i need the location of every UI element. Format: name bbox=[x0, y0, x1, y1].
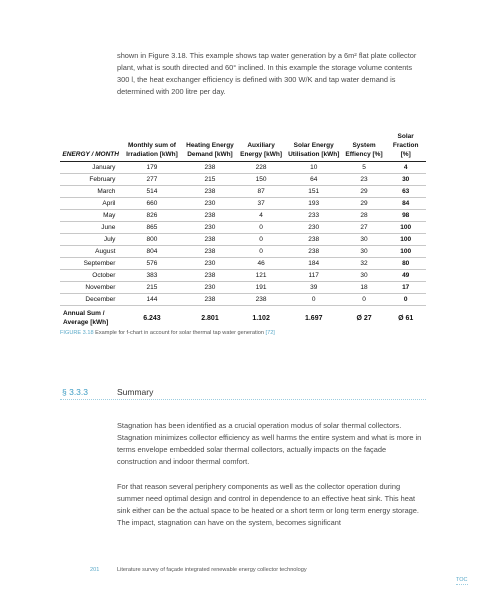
table-row bbox=[60, 174, 426, 186]
month-label: September bbox=[60, 258, 121, 270]
table-cell: 10 bbox=[285, 162, 343, 174]
table-row bbox=[60, 282, 426, 294]
table-cell: 5 bbox=[343, 162, 386, 174]
table-row bbox=[60, 246, 426, 258]
header-solar-utilisation: Solar Energy Utilisation [kWh] bbox=[285, 130, 343, 162]
table-cell: 17 bbox=[385, 282, 426, 294]
month-label: February bbox=[60, 174, 121, 186]
month-label: April bbox=[60, 198, 121, 210]
month-label: July bbox=[60, 234, 121, 246]
header-solar-fraction: Solar Fraction [%] bbox=[385, 130, 426, 162]
header-heating-demand: Heating Energy Demand [kWh] bbox=[183, 130, 238, 162]
table-cell: 238 bbox=[183, 270, 238, 282]
intro-paragraph: shown in Figure 3.18. This example shows tap water generation by a 6m² flat plate collector plant, what is south directed and 60° inclined. In this example the storage volume contents 300 l, the heat exchanger efficiency is defined with 300 W/K and tap water demand is determined with 200 litre per day. bbox=[117, 51, 417, 96]
table-cell: 215 bbox=[183, 174, 238, 186]
table-cell: 23 bbox=[343, 174, 386, 186]
table-cell: 230 bbox=[183, 198, 238, 210]
page-number: 201 bbox=[90, 567, 100, 573]
table-cell: 46 bbox=[237, 258, 284, 270]
table-row bbox=[60, 258, 426, 270]
table-cell: 215 bbox=[121, 282, 182, 294]
table-cell: 383 bbox=[121, 270, 182, 282]
table-cell: 228 bbox=[237, 162, 284, 174]
table-cell: 30 bbox=[343, 234, 386, 246]
month-label: January bbox=[60, 162, 121, 174]
table-cell: 238 bbox=[285, 234, 343, 246]
table-row bbox=[60, 294, 426, 306]
table-body bbox=[60, 162, 426, 331]
table-cell: 576 bbox=[121, 258, 182, 270]
table-cell: 230 bbox=[183, 222, 238, 234]
table-cell: 660 bbox=[121, 198, 182, 210]
section-number: § 3.3.3 bbox=[62, 387, 88, 397]
table-cell: 30 bbox=[343, 246, 386, 258]
table-row bbox=[60, 162, 426, 174]
month-label: March bbox=[60, 186, 121, 198]
table-cell: 37 bbox=[237, 198, 284, 210]
summary-label: Annual Sum / Average [kWh] bbox=[60, 306, 121, 331]
table-row bbox=[60, 270, 426, 282]
table-cell: 238 bbox=[183, 294, 238, 306]
table-row bbox=[60, 210, 426, 222]
table-cell: 4 bbox=[237, 210, 284, 222]
table-cell: 277 bbox=[121, 174, 182, 186]
table-cell: 87 bbox=[237, 186, 284, 198]
table-cell: 144 bbox=[121, 294, 182, 306]
table-cell: 30 bbox=[343, 270, 386, 282]
summary-paragraph-2: For that reason several periphery components as well as the collector operation during summer need optimal design and control in dependence to an effective heat sink. This heat sink either can be the actual space to be heated or a short term or long term energy storage. The impact, stagnation can have on the system, becomes significant bbox=[117, 482, 419, 527]
caption-reference-link[interactable]: [72] bbox=[265, 330, 275, 336]
table-cell: 238 bbox=[183, 210, 238, 222]
table-cell: 27 bbox=[343, 222, 386, 234]
table-cell: 150 bbox=[237, 174, 284, 186]
summary-cell: 6.243 bbox=[121, 306, 182, 331]
table-cell: 238 bbox=[183, 234, 238, 246]
table-cell: 64 bbox=[285, 174, 343, 186]
month-label: August bbox=[60, 246, 121, 258]
table-summary-row bbox=[60, 306, 426, 331]
table-cell: 0 bbox=[237, 246, 284, 258]
table-cell: 117 bbox=[285, 270, 343, 282]
table-cell: 39 bbox=[285, 282, 343, 294]
table-cell: 238 bbox=[237, 294, 284, 306]
table-cell: 98 bbox=[385, 210, 426, 222]
table-cell: 865 bbox=[121, 222, 182, 234]
section-heading bbox=[60, 383, 426, 400]
table-cell: 18 bbox=[343, 282, 386, 294]
summary-cell: Ø 27 bbox=[343, 306, 386, 331]
header-auxiliary: Auxiliary Energy [kWh] bbox=[237, 130, 284, 162]
header-energy-month: ENERGY / MONTH bbox=[60, 130, 121, 162]
table-cell: 238 bbox=[183, 186, 238, 198]
month-label: December bbox=[60, 294, 121, 306]
table-cell: 233 bbox=[285, 210, 343, 222]
toc-link[interactable]: TOC bbox=[456, 577, 468, 583]
table-cell: 826 bbox=[121, 210, 182, 222]
table-row bbox=[60, 234, 426, 246]
summary-cell: Ø 61 bbox=[385, 306, 426, 331]
header-system-efficiency: System Effiency [%] bbox=[343, 130, 386, 162]
caption-text: Example for f-chart in account for solar thermal tap water generation bbox=[95, 330, 264, 336]
table-cell: 80 bbox=[385, 258, 426, 270]
table-cell: 121 bbox=[237, 270, 284, 282]
table-cell: 238 bbox=[183, 246, 238, 258]
table-cell: 100 bbox=[385, 234, 426, 246]
figure-caption bbox=[60, 330, 275, 336]
table-cell: 193 bbox=[285, 198, 343, 210]
table-cell: 514 bbox=[121, 186, 182, 198]
section-title: Summary bbox=[117, 387, 154, 397]
table-cell: 151 bbox=[285, 186, 343, 198]
table-cell: 49 bbox=[385, 270, 426, 282]
table-cell: 179 bbox=[121, 162, 182, 174]
table-cell: 0 bbox=[237, 234, 284, 246]
table-cell: 63 bbox=[385, 186, 426, 198]
month-label: October bbox=[60, 270, 121, 282]
table-cell: 100 bbox=[385, 246, 426, 258]
table-cell: 0 bbox=[385, 294, 426, 306]
table-cell: 100 bbox=[385, 222, 426, 234]
running-title: Literature survey of façade integrated renewable energy collector technology bbox=[117, 567, 307, 573]
table-cell: 84 bbox=[385, 198, 426, 210]
table-cell: 238 bbox=[285, 246, 343, 258]
table-cell: 230 bbox=[183, 258, 238, 270]
table-cell: 191 bbox=[237, 282, 284, 294]
f-chart-table bbox=[60, 130, 426, 330]
table-cell: 238 bbox=[183, 162, 238, 174]
table-header-row bbox=[60, 130, 426, 162]
table-cell: 184 bbox=[285, 258, 343, 270]
table-row bbox=[60, 222, 426, 234]
table-cell: 29 bbox=[343, 186, 386, 198]
header-irradiation: Monthly sum of Irradiation [kWh] bbox=[121, 130, 182, 162]
table-row bbox=[60, 198, 426, 210]
table-cell: 0 bbox=[237, 222, 284, 234]
table-cell: 0 bbox=[343, 294, 386, 306]
summary-cell: 2.801 bbox=[183, 306, 238, 331]
table-cell: 230 bbox=[183, 282, 238, 294]
caption-figure-number: FIGURE 3.18 bbox=[60, 330, 94, 336]
table-cell: 0 bbox=[285, 294, 343, 306]
month-label: May bbox=[60, 210, 121, 222]
summary-cell: 1.697 bbox=[285, 306, 343, 331]
table-cell: 4 bbox=[385, 162, 426, 174]
summary-cell: 1.102 bbox=[237, 306, 284, 331]
table-row bbox=[60, 186, 426, 198]
table-cell: 804 bbox=[121, 246, 182, 258]
table-cell: 29 bbox=[343, 198, 386, 210]
month-label: November bbox=[60, 282, 121, 294]
table-cell: 28 bbox=[343, 210, 386, 222]
table-cell: 30 bbox=[385, 174, 426, 186]
table-cell: 230 bbox=[285, 222, 343, 234]
table-cell: 800 bbox=[121, 234, 182, 246]
table-cell: 32 bbox=[343, 258, 386, 270]
month-label: June bbox=[60, 222, 121, 234]
summary-paragraph-1: Stagnation has been identified as a crucial operation modus of solar thermal collectors. Stagnation minimizes collector efficiency as well harms the entire system and what is more in terms envelope embedded solar thermal collectors, actually impacts on the façade construction and indoor thermal comfort. bbox=[117, 421, 422, 466]
